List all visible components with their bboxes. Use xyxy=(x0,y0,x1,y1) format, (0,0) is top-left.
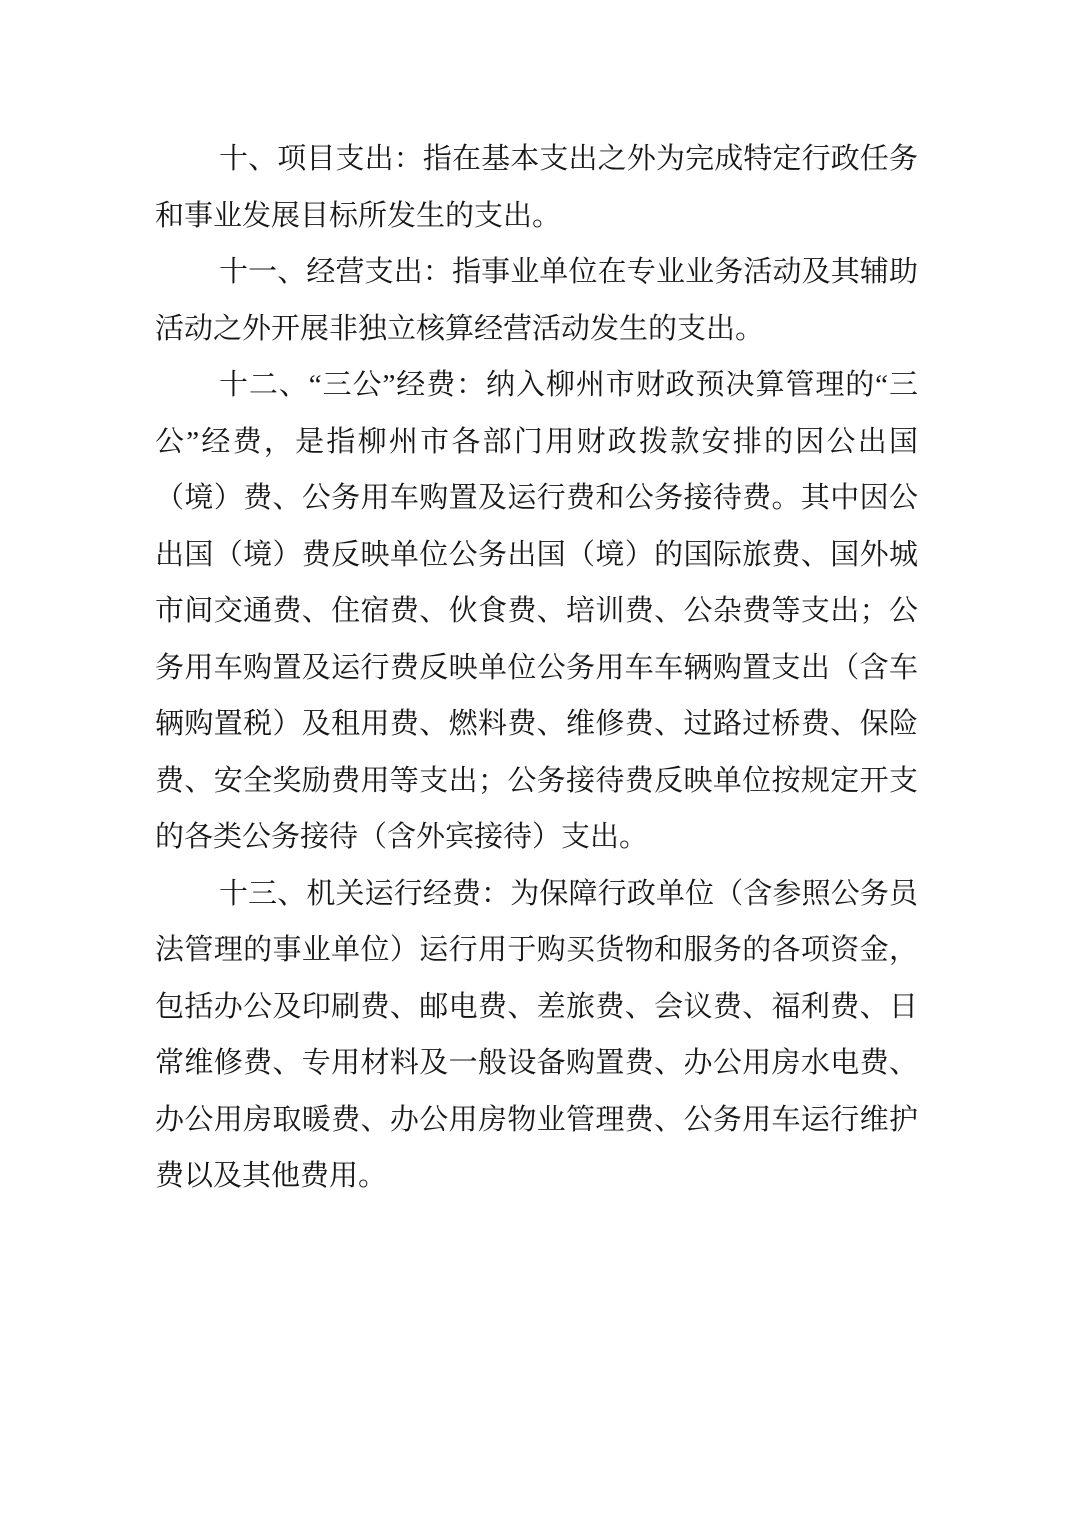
text-line: （境）费、公务用车购置及运行费和公务接待费。其中因公 xyxy=(155,482,918,514)
text-line: 的各类公务接待（含外宾接待）支出。 xyxy=(155,821,649,853)
text-line: 市间交通费、住宿费、伙食费、培训费、公杂费等支出；公 xyxy=(155,595,918,627)
text-line: 十二、“三公”经费：纳入柳州市财政预决算管理的“三 xyxy=(219,369,918,401)
text-line: 出国（境）费反映单位公务出国（境）的国际旅费、国外城 xyxy=(155,538,918,571)
paragraph-item-11-operating-expenditure xyxy=(155,244,918,357)
text-line: 活动之外开展非独立核算经营活动发生的支出。 xyxy=(155,312,765,345)
text-line: 办公用房取暖费、办公用房物业管理费、公务用车运行维护 xyxy=(155,1103,918,1136)
text-line: 和事业发展目标所发生的支出。 xyxy=(155,199,562,232)
paragraph-item-10-project-expenditure xyxy=(155,131,918,244)
paragraph-item-12-three-public-funds xyxy=(155,357,918,866)
text-line: 辆购置税）及租用费、燃料费、维修费、过路过桥费、保险 xyxy=(155,708,918,740)
text-line: 十、项目支出：指在基本支出之外为完成特定行政任务 xyxy=(219,143,918,175)
paragraph-item-13-agency-operating-funds xyxy=(155,866,918,1205)
text-line: 务用车购置及运行费反映单位公务用车车辆购置支出（含车 xyxy=(155,651,918,684)
text-line: 公”经费，是指柳州市各部门用财政拨款安排的因公出国 xyxy=(155,425,918,458)
document-body xyxy=(155,131,918,1205)
text-line: 包括办公及印刷费、邮电费、差旅费、会议费、福利费、日 xyxy=(155,990,918,1023)
text-line: 法管理的事业单位）运行用于购买货物和服务的各项资金， xyxy=(155,934,918,966)
text-line: 十三、机关运行经费：为保障行政单位（含参照公务员 xyxy=(219,877,918,910)
text-line: 费以及其他费用。 xyxy=(155,1160,388,1192)
text-line: 十一、经营支出：指事业单位在专业业务活动及其辅助 xyxy=(219,256,918,288)
text-line: 费、安全奖励费用等支出；公务接待费反映单位按规定开支 xyxy=(155,764,918,797)
text-line: 常维修费、专用材料及一般设备购置费、办公用房水电费、 xyxy=(155,1047,918,1079)
